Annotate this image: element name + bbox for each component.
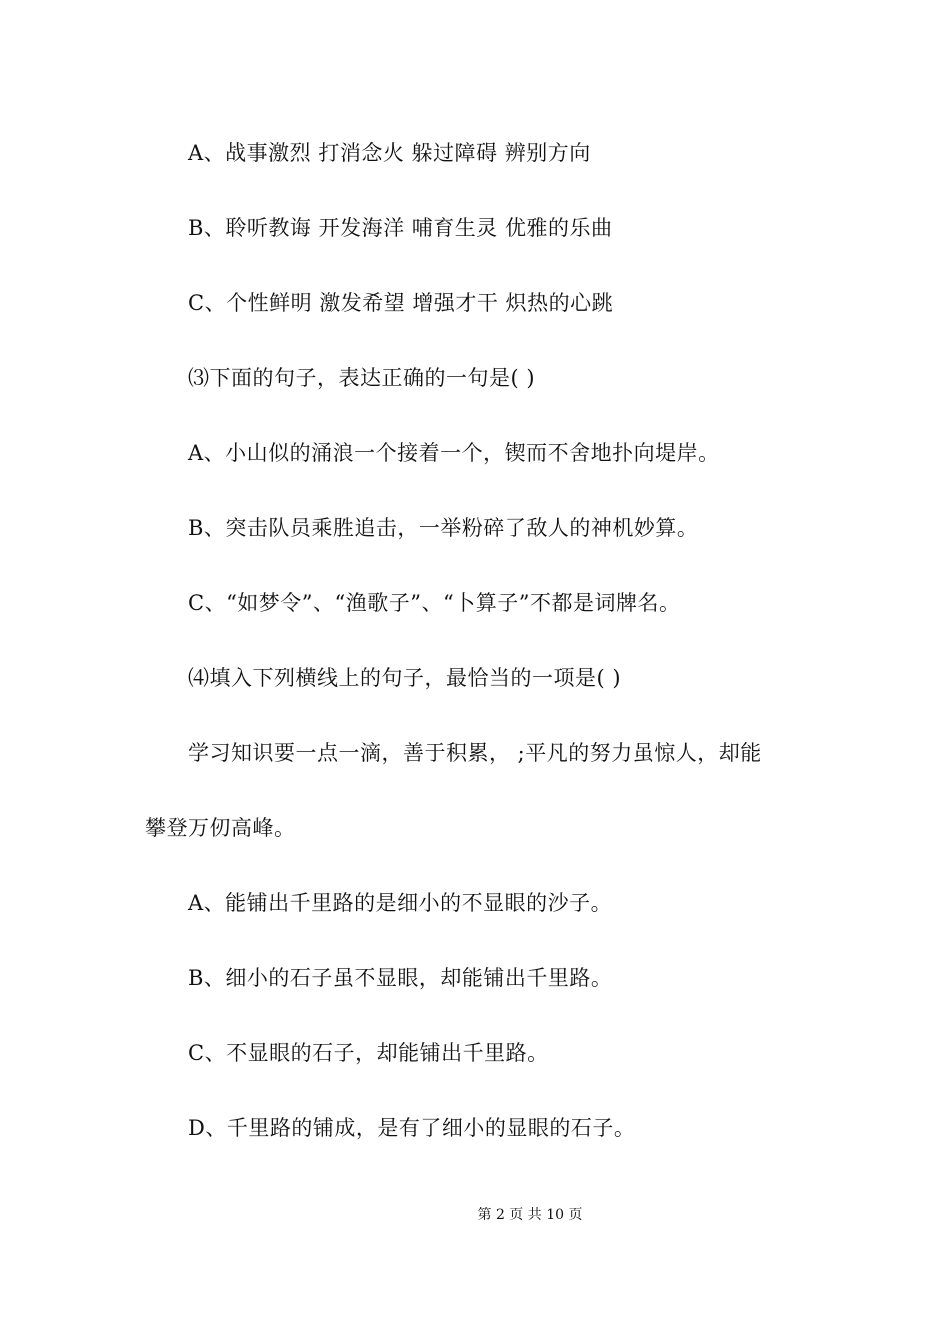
option-c-words: C、个性鲜明 激发希望 增强才干 炽热的心跳 [188,291,614,315]
question-4-prompt: ⑷填入下列横线上的句子，最恰当的一项是( ) [188,666,622,690]
question-4-option-b: B、细小的石子虽不显眼，却能铺出千里路。 [188,966,613,990]
question-3-option-c: C、“如梦令”、“渔歌子”、“卜算子”不都是词牌名。 [188,591,681,615]
option-b-words: B、聆听教诲 开发海洋 哺育生灵 优雅的乐曲 [188,216,613,240]
question-3-prompt: ⑶下面的句子，表达正确的一句是( ) [188,366,536,390]
question-3-option-a: A、小山似的涌浪一个接着一个，锲而不舍地扑向堤岸。 [188,441,720,465]
question-4-passage-continued: 攀登万仞高峰。 [145,816,296,840]
question-4-passage: 学习知识要一点一滴，善于积累， ;平凡的努力虽惊人，却能 [188,741,762,765]
question-3-option-b: B、突击队员乘胜追击，一举粉碎了敌人的神机妙算。 [188,516,699,540]
question-4-option-a: A、能铺出千里路的是细小的不显眼的沙子。 [188,891,613,915]
question-4-option-c: C、不显眼的石子，却能铺出千里路。 [188,1041,549,1065]
option-a-words: A、战事激烈 打消念火 躲过障碍 辨别方向 [188,141,591,165]
question-4-option-d: D、千里路的铺成，是有了细小的显眼的石子。 [188,1116,636,1140]
page-number-footer: 第 2 页 共 10 页 [477,1207,583,1223]
